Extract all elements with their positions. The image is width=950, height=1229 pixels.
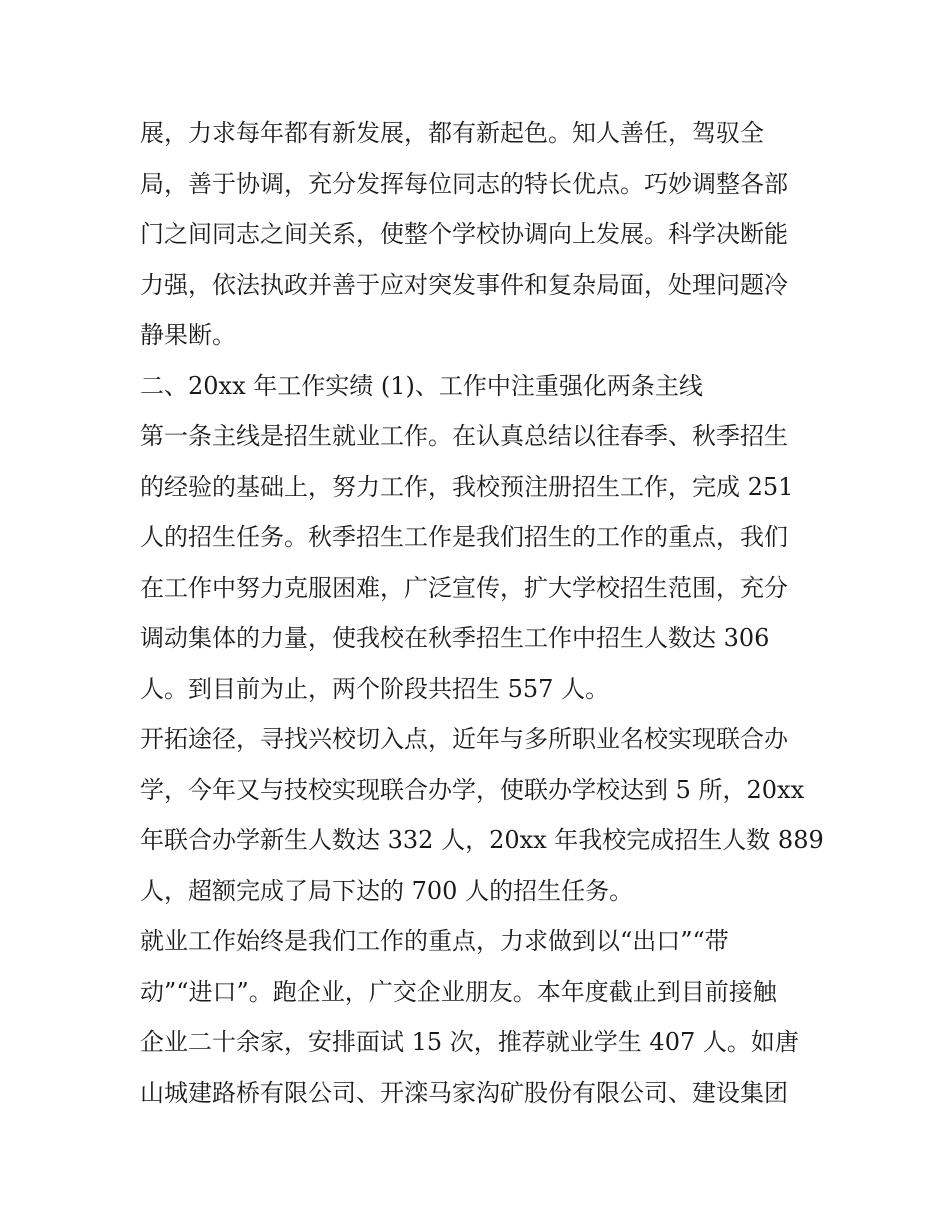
text-line: 年联合办学新生人数达 332 人，20xx 年我校完成招生人数 889 [140, 826, 824, 854]
text-line: 山城建路桥有限公司、开滦马家沟矿股份有限公司、建设集团 [140, 1078, 788, 1107]
text-line: 门之间同志之间关系，使整个学校协调向上发展。科学决断能 [140, 220, 788, 248]
text-line: 人。到目前为止，两个阶段共招生 557 人。 [140, 674, 610, 703]
text-line: 企业二十余家，安排面试 15 次，推荐就业学生 407 人。如唐 [140, 1028, 799, 1056]
section-heading: 二、20xx 年工作实绩 (1)、工作中注重强化两条主线 [140, 371, 703, 400]
text-line: 人的招生任务。秋季招生工作是我们招生的工作的重点，我们 [140, 523, 788, 551]
text-line: 力强，依法执政并善于应对突发事件和复杂局面，处理问题冷 [140, 270, 788, 299]
text-line: 静果断。 [140, 321, 236, 349]
text-line: 学，今年又与技校实现联合办学，使联办学校达到 5 所，20xx [140, 775, 805, 804]
text-line: 第一条主线是招生就业工作。在认真总结以往春季、秋季招生 [140, 422, 788, 450]
text-line: 开拓途径，寻找兴校切入点，近年与多所职业名校实现联合办 [140, 725, 788, 753]
text-line: 在工作中努力克服困难，广泛宣传，扩大学校招生范围，充分 [140, 573, 788, 602]
body-text [140, 108, 824, 1118]
text-line: 展，力求每年都有新发展，都有新起色。知人善任，驾驭全 [140, 119, 764, 147]
text-line: 调动集体的力量，使我校在秋季招生工作中招生人数达 306 [140, 624, 770, 652]
text-line: 动”“进口”。跑企业，广交企业朋友。本年度截止到目前接触 [140, 977, 777, 1006]
text-line: 人，超额完成了局下达的 700 人的招生任务。 [140, 876, 634, 905]
text-line: 局，善于协调，充分发挥每位同志的特长优点。巧妙调整各部 [140, 169, 788, 198]
text-line: 就业工作始终是我们工作的重点，力求做到以“出口”“带 [140, 927, 729, 955]
text-line: 的经验的基础上，努力工作，我校预注册招生工作，完成 251 [140, 472, 794, 501]
